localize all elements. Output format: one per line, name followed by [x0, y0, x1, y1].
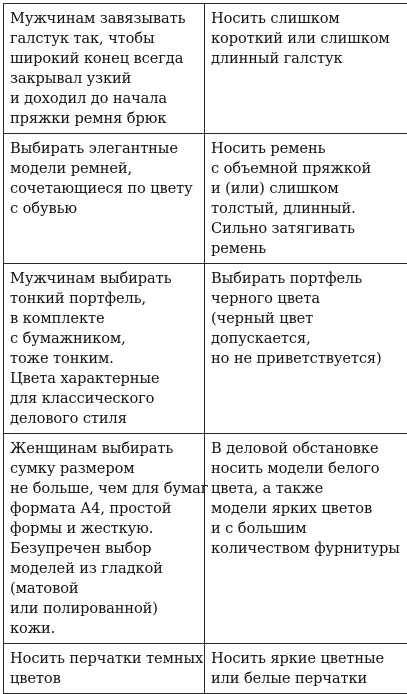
- cell-text-line: Выбирать элегантные: [10, 139, 200, 159]
- cell-text-line: и с большим: [211, 519, 407, 539]
- cell-text-line: Безупречен выбор: [10, 539, 200, 559]
- cell-text-line: Сильно затягивать: [211, 219, 407, 239]
- cell-text-line: Носить ремень: [211, 139, 407, 159]
- cell-text-line: цветов: [10, 669, 200, 689]
- cell-text-line: с объемной пряжкой: [211, 159, 407, 179]
- table-row: [4, 644, 407, 694]
- cell-text-line: тоже тонким.: [10, 349, 200, 369]
- not-recommended-cell: [205, 434, 407, 644]
- cell-text-line: модели ярких цветов: [211, 499, 407, 519]
- cell-text-line: формата А4, простой: [10, 499, 200, 519]
- table-row: [4, 434, 407, 644]
- table-row: [4, 4, 407, 134]
- cell-text-line: и (или) слишком: [211, 179, 407, 199]
- table-row: [4, 134, 407, 264]
- cell-text-line: и доходил до начала: [10, 89, 200, 109]
- table-body: [4, 4, 407, 694]
- cell-text-line: пряжки ремня брюк: [10, 109, 200, 129]
- cell-text-line: с обувью: [10, 199, 200, 219]
- not-recommended-cell: [205, 134, 407, 264]
- recommended-cell: [4, 644, 205, 694]
- cell-text-line: Женщинам выбирать: [10, 439, 200, 459]
- cell-text-line: модели ремней,: [10, 159, 200, 179]
- etiquette-table: [3, 3, 407, 694]
- cell-text-line: закрывал узкий: [10, 69, 200, 89]
- not-recommended-cell: [205, 644, 407, 694]
- cell-text-line: Носить слишком: [211, 9, 407, 29]
- cell-text-line: толстый, длинный.: [211, 199, 407, 219]
- cell-text-line: галстук так, чтобы: [10, 29, 200, 49]
- cell-text-line: Цвета характерные: [10, 369, 200, 389]
- cell-text-line: не больше, чем для бумаг: [10, 479, 200, 499]
- cell-text-line: носить модели белого: [211, 459, 407, 479]
- recommended-cell: [4, 4, 205, 134]
- cell-text-line: (черный цвет: [211, 309, 407, 329]
- cell-text-line: сумку размером: [10, 459, 200, 479]
- cell-text-line: формы и жесткую.: [10, 519, 200, 539]
- cell-text-line: Носить перчатки темных: [10, 649, 200, 669]
- cell-text-line: допускается,: [211, 329, 407, 349]
- cell-text-line: сочетающиеся по цвету: [10, 179, 200, 199]
- cell-text-line: Мужчинам выбирать: [10, 269, 200, 289]
- recommended-cell: [4, 434, 205, 644]
- cell-text-line: тонкий портфель,: [10, 289, 200, 309]
- cell-text-line: (матовой: [10, 579, 200, 599]
- not-recommended-cell: [205, 4, 407, 134]
- cell-text-line: черного цвета: [211, 289, 407, 309]
- not-recommended-cell: [205, 264, 407, 434]
- cell-text-line: для классического: [10, 389, 200, 409]
- cell-text-line: с бумажником,: [10, 329, 200, 349]
- cell-text-line: короткий или слишком: [211, 29, 407, 49]
- cell-text-line: кожи.: [10, 619, 200, 639]
- cell-text-line: но не приветствуется): [211, 349, 407, 369]
- cell-text-line: длинный галстук: [211, 49, 407, 69]
- recommended-cell: [4, 134, 205, 264]
- cell-text-line: Носить яркие цветные: [211, 649, 407, 669]
- recommended-cell: [4, 264, 205, 434]
- cell-text-line: Мужчинам завязывать: [10, 9, 200, 29]
- cell-text-line: количеством фурнитуры: [211, 539, 407, 559]
- cell-text-line: или белые перчатки: [211, 669, 407, 689]
- cell-text-line: Выбирать портфель: [211, 269, 407, 289]
- cell-text-line: делового стиля: [10, 409, 200, 429]
- cell-text-line: или полированной): [10, 599, 200, 619]
- cell-text-line: в комплекте: [10, 309, 200, 329]
- cell-text-line: моделей из гладкой: [10, 559, 200, 579]
- cell-text-line: ремень: [211, 239, 407, 259]
- cell-text-line: цвета, а также: [211, 479, 407, 499]
- cell-text-line: В деловой обстановке: [211, 439, 407, 459]
- cell-text-line: широкий конец всегда: [10, 49, 200, 69]
- table-row: [4, 264, 407, 434]
